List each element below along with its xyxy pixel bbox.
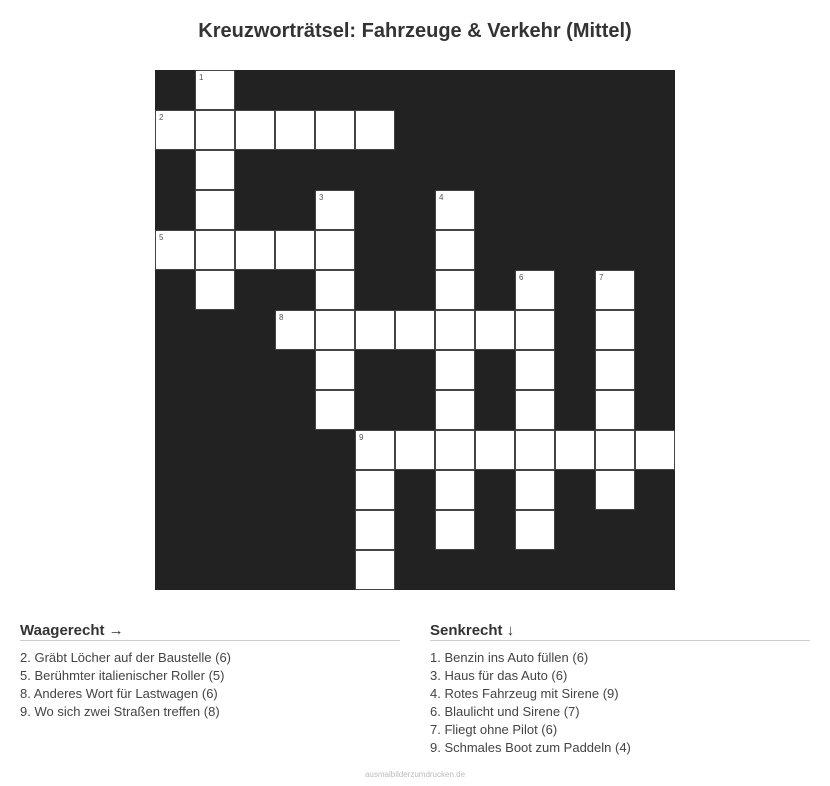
grid-cell[interactable] — [395, 310, 435, 350]
clue-item: 3. Haus für das Auto (6) — [430, 668, 568, 683]
grid-cell[interactable] — [355, 430, 395, 470]
page-title: Kreuzworträtsel: Fahrzeuge & Verkehr (Mittel) — [198, 20, 632, 42]
grid-cell[interactable] — [195, 270, 235, 310]
footer-credit: ausmalbilderzumdrucken.de — [364, 770, 466, 779]
clue-number: 1 — [199, 73, 204, 82]
grid-cell[interactable] — [515, 470, 555, 510]
grid-cell[interactable] — [515, 350, 555, 390]
down-clues-panel — [430, 622, 810, 757]
grid-cell[interactable] — [435, 470, 475, 510]
grid-cell[interactable] — [195, 230, 235, 270]
clue-item: 7. Fliegt ohne Pilot (6) — [430, 722, 558, 737]
grid-cell[interactable] — [195, 70, 235, 110]
grid-cell[interactable] — [355, 550, 395, 590]
grid-cell[interactable] — [315, 270, 355, 310]
grid-cell[interactable] — [555, 430, 595, 470]
grid-cell[interactable] — [435, 190, 475, 230]
grid-cell[interactable] — [315, 350, 355, 390]
grid-cell[interactable] — [435, 310, 475, 350]
across-clue-list — [20, 641, 400, 721]
grid-cell[interactable] — [515, 310, 555, 350]
clue-item: 9. Wo sich zwei Straßen treffen (8) — [20, 704, 220, 719]
grid-cell[interactable] — [515, 430, 555, 470]
clue-number: 2 — [159, 113, 164, 122]
grid-cell[interactable] — [355, 310, 395, 350]
grid-cell[interactable] — [355, 110, 395, 150]
clue-item: 5. Berühmter italienischer Roller (5) — [20, 668, 225, 683]
crossword-grid — [155, 70, 675, 590]
clue-number: 5 — [159, 233, 164, 242]
grid-cell[interactable] — [315, 190, 355, 230]
grid-cell[interactable] — [195, 190, 235, 230]
grid-cell[interactable] — [395, 430, 435, 470]
grid-cell[interactable] — [275, 230, 315, 270]
clue-number: 6 — [519, 273, 524, 282]
grid-cell[interactable] — [195, 110, 235, 150]
clue-number: 9 — [359, 433, 364, 442]
grid-cell[interactable] — [235, 230, 275, 270]
grid-cell[interactable] — [155, 110, 195, 150]
grid-cell[interactable] — [435, 390, 475, 430]
clue-item: 2. Gräbt Löcher auf der Baustelle (6) — [20, 650, 232, 665]
grid-cell[interactable] — [435, 350, 475, 390]
grid-cell[interactable] — [595, 470, 635, 510]
across-clues-panel — [20, 622, 400, 721]
grid-cell[interactable] — [315, 390, 355, 430]
grid-cell[interactable] — [315, 230, 355, 270]
clue-item: 8. Anderes Wort für Lastwagen (6) — [20, 686, 218, 701]
grid-cell[interactable] — [275, 110, 315, 150]
down-clue-list — [430, 641, 810, 757]
grid-cell[interactable] — [435, 430, 475, 470]
grid-cell[interactable] — [315, 110, 355, 150]
clue-number: 3 — [319, 193, 324, 202]
grid-cell[interactable] — [595, 270, 635, 310]
grid-cell[interactable] — [435, 270, 475, 310]
grid-cell[interactable] — [275, 310, 315, 350]
grid-cell[interactable] — [595, 310, 635, 350]
clue-number: 7 — [599, 273, 604, 282]
grid-cell[interactable] — [475, 310, 515, 350]
clue-item: 4. Rotes Fahrzeug mit Sirene (9) — [430, 686, 619, 701]
across-heading: Waagerecht → — [20, 622, 400, 641]
grid-cell[interactable] — [235, 110, 275, 150]
clue-item: 9. Schmales Boot zum Paddeln (4) — [430, 740, 631, 755]
clue-number: 4 — [439, 193, 444, 202]
grid-cell[interactable] — [515, 390, 555, 430]
clue-number: 8 — [279, 313, 284, 322]
clue-item: 6. Blaulicht und Sirene (7) — [430, 704, 580, 719]
grid-cell[interactable] — [315, 310, 355, 350]
grid-cell[interactable] — [355, 470, 395, 510]
grid-cell[interactable] — [515, 510, 555, 550]
grid-cell[interactable] — [435, 230, 475, 270]
down-heading: Senkrecht ↓ — [430, 622, 810, 641]
grid-cell[interactable] — [155, 230, 195, 270]
grid-cell[interactable] — [595, 390, 635, 430]
clue-item: 1. Benzin ins Auto füllen (6) — [430, 650, 589, 665]
grid-cell[interactable] — [475, 430, 515, 470]
grid-cell[interactable] — [355, 510, 395, 550]
grid-cell[interactable] — [595, 430, 635, 470]
grid-cell[interactable] — [195, 150, 235, 190]
grid-cell[interactable] — [515, 270, 555, 310]
grid-cell[interactable] — [635, 430, 675, 470]
grid-cell[interactable] — [595, 350, 635, 390]
grid-cell[interactable] — [435, 510, 475, 550]
